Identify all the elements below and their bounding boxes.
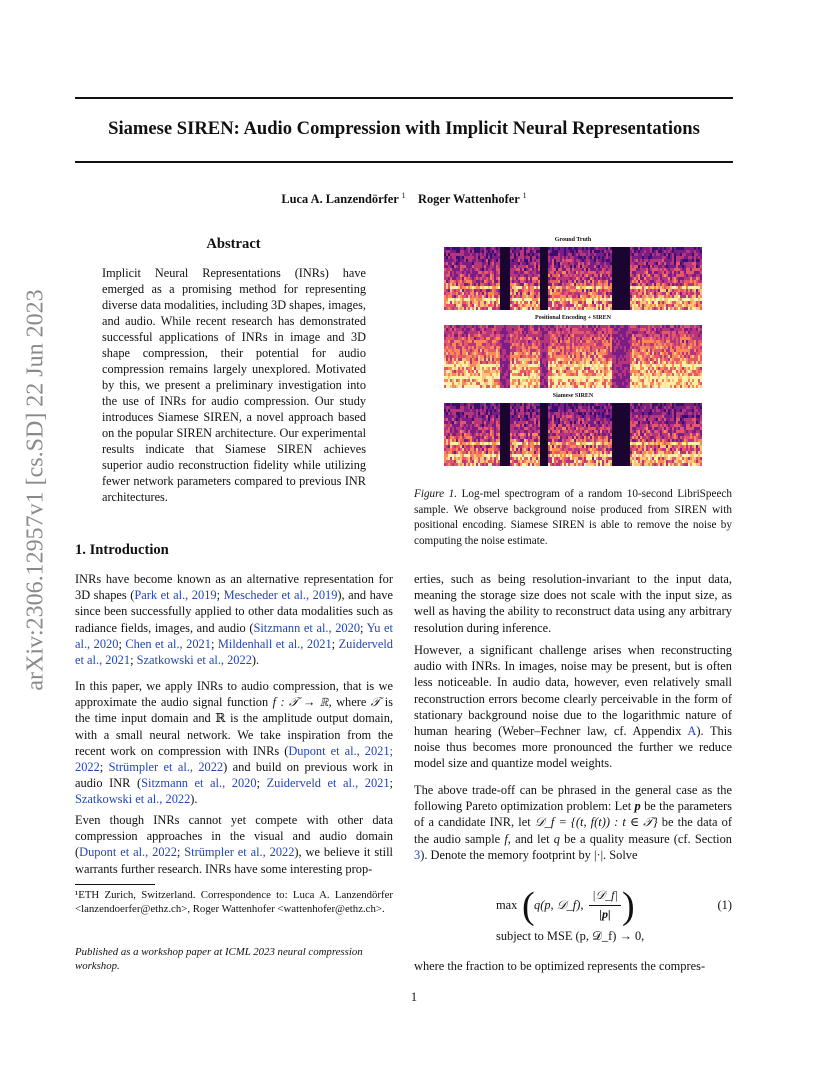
title-rule-top [75, 97, 733, 99]
spectrogram-positional-encoding [444, 325, 702, 388]
citation-link[interactable]: Szatkowski et al., 2022 [136, 653, 252, 668]
paragraph-text: ; [256, 776, 267, 791]
citation-link[interactable]: Strümpler et al., 2022 [184, 845, 295, 860]
arxiv-stamp-text: arXiv:2306.12957v1 [cs.SD] 22 Jun 2023 [22, 289, 49, 691]
math-inline: p [634, 799, 641, 814]
paragraph-text: ; [360, 620, 367, 635]
citation-link[interactable]: 3 [414, 847, 421, 862]
paragraph-text: ), and have since been successfully applied to other data modalities such as radiance fields, images, and audio ( [75, 588, 394, 635]
equation-denominator: |p| [599, 907, 611, 921]
author-affiliation-mark: 1 [401, 191, 406, 200]
caption-label: Figure 1. [414, 488, 458, 500]
intro-paragraph-4: erties, such as being resolution-invariant to the input data, meaning the storage size does not scale with the input size, as well as having the ability to reconstruct data using any arbitrary resolution during inference. [414, 572, 732, 635]
paragraph-text: In this paper, we apply INRs to audio compression, that is we approximate the audio signal function [75, 679, 393, 710]
paragraph-text: INRs have become known as an alternative representation for 3D shapes ( [75, 572, 393, 603]
math-inline: 𝒟_f = {(t, f(t)) : t ∈ 𝒯} [534, 815, 658, 830]
author-name: Roger Wattenhofer [418, 192, 520, 207]
math-inline: f [504, 831, 508, 846]
paragraph-text: However, a significant challenge arises when reconstructing audio with INRs. In images, noise may be present, but is often less noticeable. In audio data, however, even relatively small reconstruction errors become clearly perceivable in the form of stationary background noise due to the logarithmic nature of human hearing (Weber–Fechner law, cf. Appendix [414, 643, 732, 739]
paragraph-text: ; [389, 776, 393, 791]
paragraph-text: ; [176, 845, 185, 860]
intro-paragraph-2 [75, 678, 393, 808]
citation-link[interactable]: Mildenhall et al., 2021 [217, 636, 332, 651]
citation-link[interactable]: Dupont et al., 2022 [79, 845, 177, 860]
equation-max: max [496, 898, 518, 912]
citation-link[interactable]: Chen et al., 2021 [125, 636, 211, 651]
paragraph-text: ; [99, 760, 109, 775]
paragraph-text: be the data of the audio sample [414, 815, 732, 846]
section-heading: 1. Introduction [75, 542, 169, 558]
citation-link[interactable]: Mescheder et al., 2019 [223, 588, 338, 603]
paragraph-text: be a quality measure (cf. Section [559, 831, 732, 846]
footnote-affiliation: ¹ETH Zurich, Switzerland. Correspondence to: Luca A. Lanzendörfer <lanzendoerfer@ethz.ch>, Roger Wattenhofer <wattenhofer@ethz.ch>. [75, 889, 393, 916]
page-number: 1 [410, 990, 418, 1004]
paragraph-text: ; [331, 636, 339, 651]
citation-link[interactable]: Park et al., 2019 [134, 588, 217, 603]
paragraph-text: , where [328, 695, 371, 710]
title-rule-bottom [75, 161, 733, 163]
citation-link[interactable]: A [687, 724, 697, 739]
math-inline: 𝒯 [370, 695, 381, 710]
spectrogram-ground-truth [444, 247, 702, 310]
math-inline: f : 𝒯 → ℝ [272, 695, 329, 710]
footnote-rule [75, 884, 155, 885]
citation-link[interactable]: Zuiderveld et al., 2021 [266, 776, 390, 791]
intro-paragraph-1 [75, 571, 393, 668]
intro-paragraph-6 [414, 782, 732, 863]
spectrogram-label: Siamese SIREN [552, 393, 594, 399]
equation-paren-left: ( [522, 885, 535, 927]
caption-text: Log-mel spectrogram of a random 10-second LibriSpeech sample. We observe background noise produced from SIREN with positional encoding. Siamese SIREN is able to remove the noise by computing the noise estimate. [414, 488, 732, 547]
venue-note: Published as a workshop paper at ICML 2023 neural compression workshop. [75, 946, 363, 973]
equation-1 [414, 886, 732, 950]
paragraph-text: ). This noise thus becomes more pronounced the further we reduce model size and quantize model weights. [414, 724, 732, 771]
paragraph-text: Even though INRs cannot yet compete with other data compression approaches in the visual and audio domain ( [75, 813, 393, 860]
author-name: Luca A. Lanzendörfer [281, 192, 399, 207]
paragraph-text: ; [118, 636, 126, 651]
arxiv-stamp [16, 290, 56, 690]
intro-paragraph-3 [75, 812, 393, 877]
equation-paren-right: ) [622, 885, 635, 927]
paragraph-text: ; [216, 588, 224, 603]
paragraph-text: ; [210, 636, 218, 651]
paragraph-text: be the parameters of a candidate INR, let [414, 799, 732, 830]
equation-quality-term: q(p, 𝒟_f), [534, 898, 584, 912]
paragraph-text: ). [251, 653, 260, 668]
equation-numerator: |𝒟_f| [592, 888, 618, 902]
equation-number: (1) [717, 898, 732, 912]
spectrogram-label: Ground Truth [554, 237, 592, 243]
intro-paragraph-5 [414, 642, 732, 772]
equation-fraction-bar [589, 905, 621, 906]
citation-link[interactable]: Strümpler et al., 2022 [108, 760, 224, 775]
spectrogram-label: Positional Encoding + SIREN [535, 315, 611, 321]
citation-link[interactable]: Szatkowski et al., 2022 [75, 792, 191, 807]
abstract-text: Implicit Neural Representations (INRs) have emerged as a promising method for representing diverse data modalities, including 3D shapes, images, and audio. While recent research has demonstrated successful applications of INRs in image and 3D shape compression, their potential for audio compression remains largely unexplored. Motivated by this, we present a preliminary investigation into the use of INRs for audio compression. Our study introduces Siamese SIREN, a novel approach based on the popular SIREN architecture. Our experimental results indicate that Siamese SIREN achieves superior audio reconstruction fidelity while utilizing fewer network parameters compared to previous INR architectures. [102, 266, 366, 504]
paragraph-text: ) and build on previous work in audio INR ( [75, 760, 393, 791]
citation-link[interactable]: Yu et al., 2020 [75, 620, 393, 651]
paragraph-text: ). Denote the memory footprint by |·|. Solve [420, 847, 638, 862]
abstract-heading: Abstract [206, 236, 261, 252]
citation-link[interactable]: Zuiderveld et al., 2021 [75, 636, 393, 668]
paragraph-text: ), we believe it still warrants further research. INRs have some interesting prop- [75, 845, 393, 876]
paragraph-text: ; [130, 653, 137, 668]
paragraph-text: The above trade-off can be phrased in the general case as the following Pareto optimization problem: Let [414, 783, 732, 814]
author-list [75, 191, 733, 207]
author-affiliation-mark: 1 [522, 191, 527, 200]
citation-link[interactable]: Sitzmann et al., 2020 [253, 620, 361, 635]
equation-constraint: subject to MSE (p, 𝒟_f) → 0, [496, 929, 645, 943]
paper-title: Siamese SIREN: Audio Compression with Implicit Neural Representations [108, 118, 700, 139]
paragraph-text: is the time input domain and ℝ is the amplitude output domain, with a small neural network. We take inspiration from the recent work on compression with INRs ( [75, 695, 393, 758]
math-inline: q [553, 831, 560, 846]
paragraph-text: , and let [507, 831, 554, 846]
citation-link[interactable]: Sitzmann et al., 2020 [141, 776, 257, 791]
paragraph-text: ). [190, 792, 198, 807]
citation-link[interactable]: Dupont et al., 2021; 2022 [75, 743, 393, 775]
intro-paragraph-7: where the fraction to be optimized represents the compres- [414, 959, 706, 973]
spectrogram-siamese-siren [444, 403, 702, 466]
figure-caption [414, 487, 732, 549]
